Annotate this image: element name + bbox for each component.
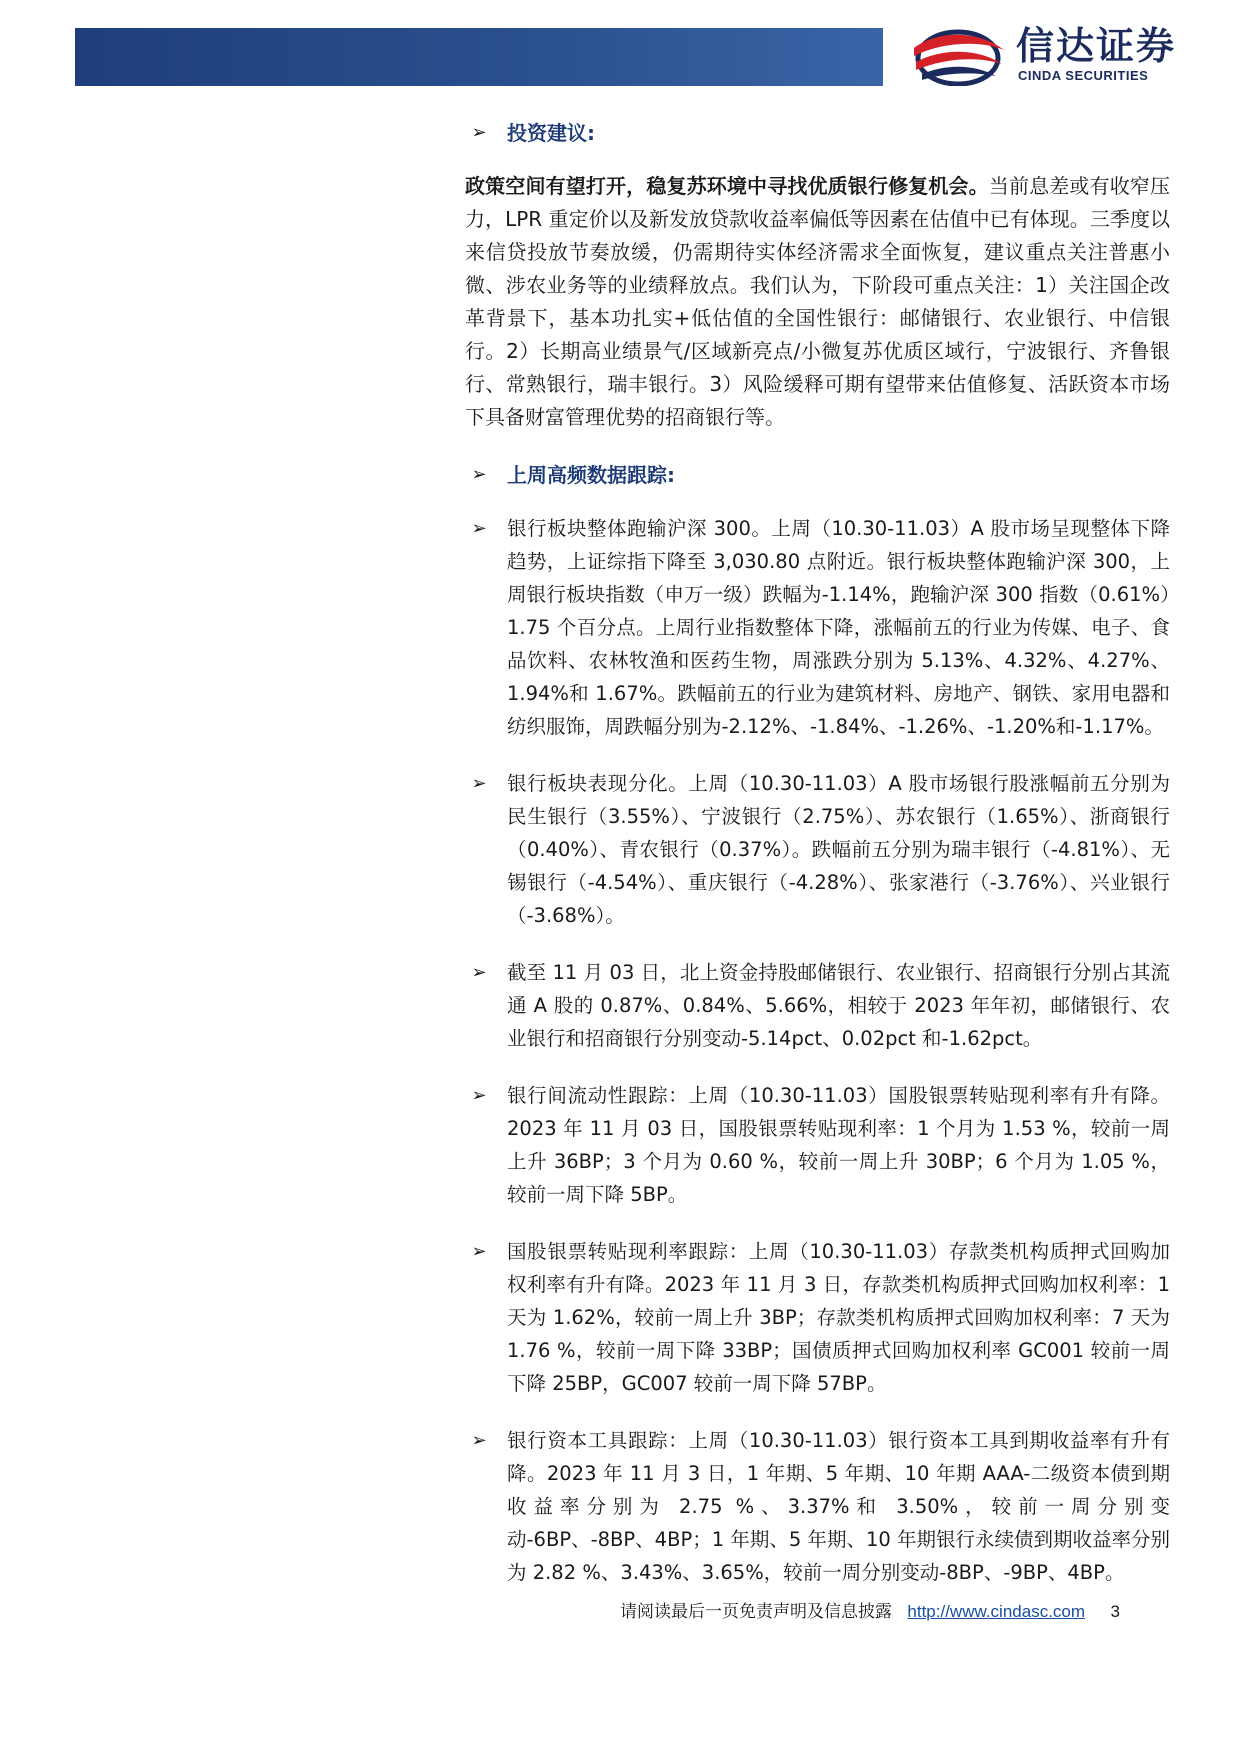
cinda-logo-icon <box>908 26 1008 86</box>
arrow-bullet-icon: ➢ <box>471 122 487 143</box>
list-item <box>465 767 1170 932</box>
company-logo <box>908 22 1208 90</box>
report-content <box>465 118 1170 1613</box>
arrow-bullet-icon: ➢ <box>471 1241 487 1262</box>
arrow-bullet-icon: ➢ <box>471 518 487 539</box>
page-footer <box>620 1600 1180 1624</box>
list-item <box>465 956 1170 1055</box>
investment-advice-paragraph <box>465 170 1170 434</box>
paragraph-body: 当前息差或有收窄压力，LPR 重定价以及新发放贷款收益率偏低等因素在估值中已有体现。三季度以来信贷投放节奏放缓，仍需期待实体经济需求全面恢复，建议重点关注普惠小微、涉农业务等的业绩释放点。我们认为，下阶段可重点关注：1）关注国企改革背景下，基本功扎实+低估值的全国性银行：邮储银行、农业银行、中信银行。2）长期高业绩景气/区域新亮点/小微复苏优质区域行，宁波银行、齐鲁银行、常熟银行，瑞丰银行。3）风险缓释可期有望带来估值修复、活跃资本市场下具备财富管理优势的招商银行等。 <box>465 174 1171 429</box>
section-title: 投资建议: <box>507 121 595 145</box>
footer-disclaimer: 请阅读最后一页免责声明及信息披露 <box>620 1602 892 1622</box>
logo-name-cn: 信达证券 <box>1016 24 1177 68</box>
list-item-text: 银行板块整体跑输沪深 300。上周（10.30-11.03）A 股市场呈现整体下降趋势，上证综指下降至 3,030.80 点附近。银行板块整体跑输沪深 300，上周银行板块指数（申万一级）跌幅为-1.14%，跑输沪深 300 指数（0.61%）1.75 个百分点。上周行业指数整体下降，涨幅前五的行业为传媒、电子、食品饮料、农林牧渔和医药生物，周涨跌分别为 5.13%、4.32%、4.27%、1.94%和 1.67%。跌幅前五的行业为建筑材料、房地产、钢铁、家用电器和纺织服饰，周跌幅分别为-2.12%、-1.84%、-1.26%、-1.20%和-1.17%。 <box>507 517 1170 738</box>
arrow-bullet-icon: ➢ <box>471 1085 487 1106</box>
header-bar <box>75 28 883 86</box>
list-item <box>465 1079 1170 1211</box>
list-item-text: 银行资本工具跟踪：上周（10.30-11.03）银行资本工具到期收益率有升有降。2023 年 11 月 3 日，1 年期、5 年期、10 年期 AAA-二级资本债到期收益率分别为 2.75 %、3.37%和 3.50%，较前一周分别变动-6BP、-8BP、4BP；1 年期、5 年期、10 年期银行永续债到期收益率分别为 2.82 %、3.43%、3.65%，较前一周分别变动-8BP、-9BP、4BP。 <box>507 1429 1170 1584</box>
section-heading-weekly-tracking <box>465 460 1170 490</box>
footer-url-link[interactable]: http://www.cindasc.com <box>907 1602 1086 1621</box>
arrow-bullet-icon: ➢ <box>471 464 487 485</box>
page-number: 3 <box>1110 1602 1120 1621</box>
section-heading-investment-advice <box>465 118 1170 148</box>
arrow-bullet-icon: ➢ <box>471 962 487 983</box>
list-item-text: 银行间流动性跟踪：上周（10.30-11.03）国股银票转贴现利率有升有降。2023 年 11 月 03 日，国股银票转贴现利率：1 个月为 1.53 %，较前一周上升 36BP；3 个月为 0.60 %，较前一周上升 30BP；6 个月为 1.05 %，较前一周下降 5BP。 <box>507 1084 1170 1206</box>
list-item <box>465 512 1170 743</box>
arrow-bullet-icon: ➢ <box>471 773 487 794</box>
list-item-text: 银行板块表现分化。上周（10.30-11.03）A 股市场银行股涨幅前五分别为民生银行（3.55%）、宁波银行（2.75%）、苏农银行（1.65%）、浙商银行（0.40%）、青农银行（0.37%）。跌幅前五分别为瑞丰银行（-4.81%）、无锡银行（-4.54%）、重庆银行（-4.28%）、张家港行（-3.76%）、兴业银行（-3.68%）。 <box>507 772 1170 927</box>
arrow-bullet-icon: ➢ <box>471 1430 487 1451</box>
section-title: 上周高频数据跟踪: <box>507 463 675 487</box>
list-item-text: 国股银票转贴现利率跟踪：上周（10.30-11.03）存款类机构质押式回购加权利率有升有降。2023 年 11 月 3 日，存款类机构质押式回购加权利率：1 天为 1.62%，较前一周上升 3BP；存款类机构质押式回购加权利率：7 天为 1.76 %，较前一周下降 33BP；国债质押式回购加权利率 GC001 较前一周下降 25BP，GC007 较前一周下降 57BP。 <box>507 1240 1170 1395</box>
lead-sentence: 政策空间有望打开，稳复苏环境中寻找优质银行修复机会。 <box>465 174 989 198</box>
logo-name-en: CINDA SECURITIES <box>1018 68 1149 83</box>
list-item <box>465 1235 1170 1400</box>
list-item-text: 截至 11 月 03 日，北上资金持股邮储银行、农业银行、招商银行分别占其流通 A 股的 0.87%、0.84%、5.66%，相较于 2023 年年初，邮储银行、农业银行和招商银行分别变动-5.14pct、0.02pct 和-1.62pct。 <box>507 961 1170 1050</box>
list-item <box>465 1424 1170 1589</box>
